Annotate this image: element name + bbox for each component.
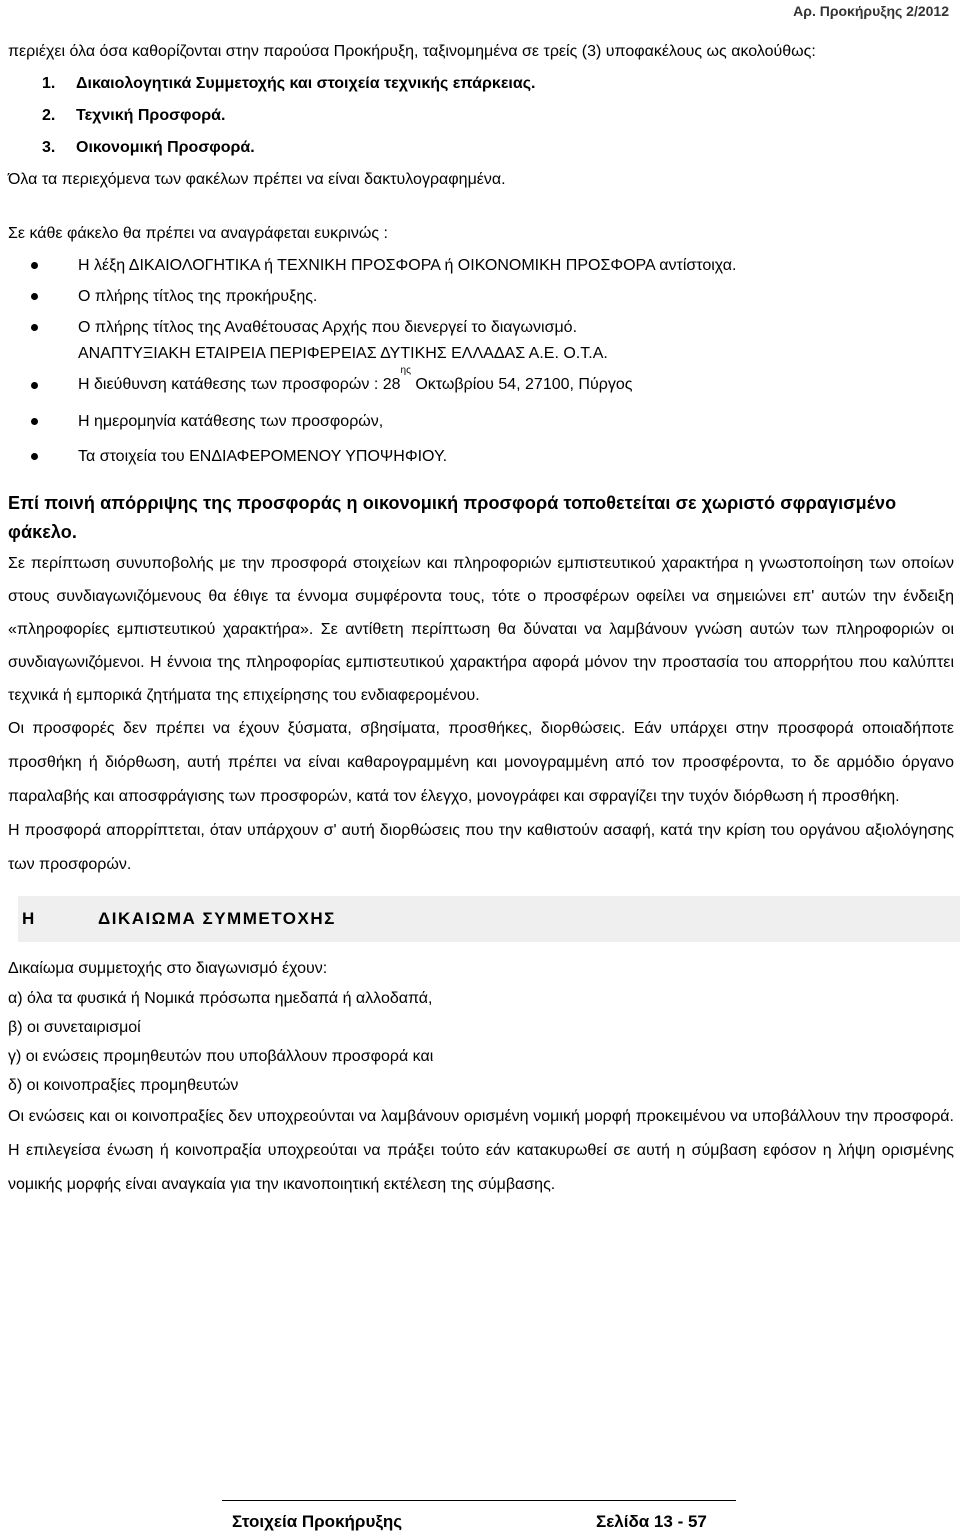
list-item: [8, 132, 954, 164]
bullet-icon: [31, 453, 38, 460]
footer-section-name: Στοιχεία Προκήρυξης: [232, 1512, 403, 1531]
envelope-list: [8, 68, 954, 164]
item-text: Η ημερομηνία κατάθεσης των προσφορών,: [78, 413, 384, 430]
footer-divider: [222, 1500, 736, 1501]
section-title: ΔΙΚΑΙΩΜΑ ΣΥΜΜΕΤΟΧΗΣ: [98, 909, 336, 928]
item-number: 3.: [42, 139, 56, 156]
page-number: Σελίδα 13 - 57: [596, 1512, 707, 1531]
item-text: Οκτωβρίου 54, 27100, Πύργος: [410, 376, 633, 393]
item-text: Δικαιολογητικά Συμμετοχής και στοιχεία τεχνικής επάρκειας.: [76, 75, 536, 92]
list-item: α) όλα τα φυσικά ή Νομικά πρόσωπα ημεδαπά ή αλλοδαπά,: [8, 990, 433, 1007]
list-item: [8, 68, 954, 100]
label-requirements-list: [8, 250, 954, 475]
list-item: [8, 365, 954, 405]
unions-paragraph: Οι ενώσεις και οι κοινοπραξίες δεν υποχρεούνται να λαμβάνουν ορισμένη νομική μορφή προκειμένου να υποβάλλουν την προσφορά. Η επιλεγείσα ένωση ή κοινοπραξία υποχρεούται να πράξει τούτο εάν κατακυρωθεί σε αυτή η σύμβαση εφόσον η λήψη ορισμένης νομικής μορφής είναι αναγκαία για την ικανοποιητική εκτέλεση της σύμβασης.: [8, 1108, 954, 1193]
list-item: β) οι συνεταιρισμοί: [8, 1019, 141, 1036]
authority-name: [8, 343, 954, 365]
list-item: [8, 281, 954, 312]
item-text: Τα στοιχεία του ΕΝΔΙΑΦΕΡΟΜΕΝΟΥ ΥΠΟΨΗΦΙΟΥ.: [78, 448, 448, 465]
confidential-paragraph: Σε περίπτωση συνυποβολής με την προσφορά στοιχείων και πληροφοριών εμπιστευτικού χαρακτήρα η γνωστοποίηση των οποίων στους συνδιαγωνιζόμενους θα έθιγε τα έννομα συμφέροντα τους, τότε ο προσφέρων οφείλει να σημειώνει επ' αυτών την ένδειξη «πληροφορίες εμπιστευτικού χαρακτήρα». Σε αντίθετη περίπτωση θα δύναται να λαμβάνουν γνώση αυτών των πληροφοριών οι συνδιαγωνιζόμενοι. Η έννοια της πληροφορίας εμπιστευτικού χαρακτήρα αφορά μόνον την προστασία του απορρήτου που καλύπτει τεχνικά ή εμπορικά ζητήματα της επιχείρησης του ενδιαφερομένου.: [8, 555, 954, 704]
item-number: 1.: [42, 75, 56, 92]
rights-list: [8, 984, 954, 1100]
document-body: [8, 36, 954, 1202]
list-item: [8, 312, 954, 343]
section-letter: Η: [22, 909, 36, 928]
bullet-icon: [31, 382, 38, 389]
item-text: Ο πλήρης τίτλος της Αναθέτουσας Αρχής που διενεργεί το διαγωνισμό.: [78, 319, 578, 336]
bullet-icon: [31, 262, 38, 269]
bullet-icon: [31, 293, 38, 300]
item-text: Ο πλήρης τίτλος της προκήρυξης.: [78, 288, 318, 305]
rights-intro: Δικαίωμα συμμετοχής στο διαγωνισμό έχουν:: [8, 960, 328, 977]
item-text: ΑΝΑΠΤΥΞΙΑΚΗ ΕΤΑΙΡΕΙΑ ΠΕΡΙΦΕΡΕΙΑΣ ΔΥΤΙΚΗΣ ΕΛΛΑΔΑΣ Α.Ε. Ο.Τ.Α.: [78, 345, 608, 362]
label-intro: Σε κάθε φάκελο θα πρέπει να αναγράφεται ευκρινώς :: [8, 225, 388, 242]
list-item: δ) οι κοινοπραξίες προμηθευτών: [8, 1077, 239, 1094]
item-text: Τεχνική Προσφορά.: [76, 107, 226, 124]
list-item: [8, 405, 954, 439]
corrections-paragraph: Οι προσφορές δεν πρέπει να έχουν ξύσματα, σβησίματα, προσθήκες, διορθώσεις. Εάν υπάρχει στην προσφορά οποιαδήποτε προσθήκη ή διόρθωση, αυτή πρέπει να είναι καθαρογραμμένη και μονογραμμένη από τον προσφέροντα, το δε αρμόδιο όργανο παραλαβής και αποσφράγισης των προσφορών, κατά τον έλεγχο, μονογράφει και σφραγίζει την τυχόν διόρθωση ή προσθήκη.: [8, 720, 954, 805]
list-item: γ) οι ενώσεις προμηθευτών που υποβάλλουν προσφορά και: [8, 1048, 434, 1065]
bullet-icon: [31, 418, 38, 425]
penalty-notice: Επί ποινή απόρριψης της προσφοράς η οικονομική προσφορά τοποθετείται σε χωριστό σφραγισμένο φάκελο.: [8, 493, 897, 542]
item-text: Οικονομική Προσφορά.: [76, 139, 255, 156]
typed-note: Όλα τα περιεχόμενα των φακέλων πρέπει να είναι δακτυλογραφημένα.: [8, 171, 506, 188]
document-reference: Αρ. Προκήρυξης 2/2012: [793, 3, 949, 19]
superscript: ης: [400, 365, 411, 376]
rejection-paragraph: Η προσφορά απορρίπτεται, όταν υπάρχουν σ' αυτή διορθώσεις που την καθιστούν ασαφή, κατά την κρίση του οργάνου αξιολόγησης των προσφορών.: [8, 822, 954, 873]
list-item: [8, 250, 954, 281]
item-text: Η λέξη ΔΙΚΑΙΟΛΟΓΗΤΙΚΑ ή ΤΕΧΝΙΚΗ ΠΡΟΣΦΟΡΑ ή ΟΙΚΟΝΟΜΙΚΗ ΠΡΟΣΦΟΡΑ αντίστοιχα.: [78, 257, 737, 274]
list-item: [8, 100, 954, 132]
item-text: Η διεύθυνση κατάθεσης των προσφορών : 28: [78, 376, 401, 393]
section-heading: [18, 896, 960, 942]
list-item: [8, 439, 954, 475]
item-number: 2.: [42, 107, 56, 124]
bullet-icon: [31, 324, 38, 331]
intro-paragraph: περιέχει όλα όσα καθορίζονται στην παρούσα Προκήρυξη, ταξινομημένα σε τρείς (3) υποφακέλους ως ακολούθως:: [8, 43, 816, 60]
